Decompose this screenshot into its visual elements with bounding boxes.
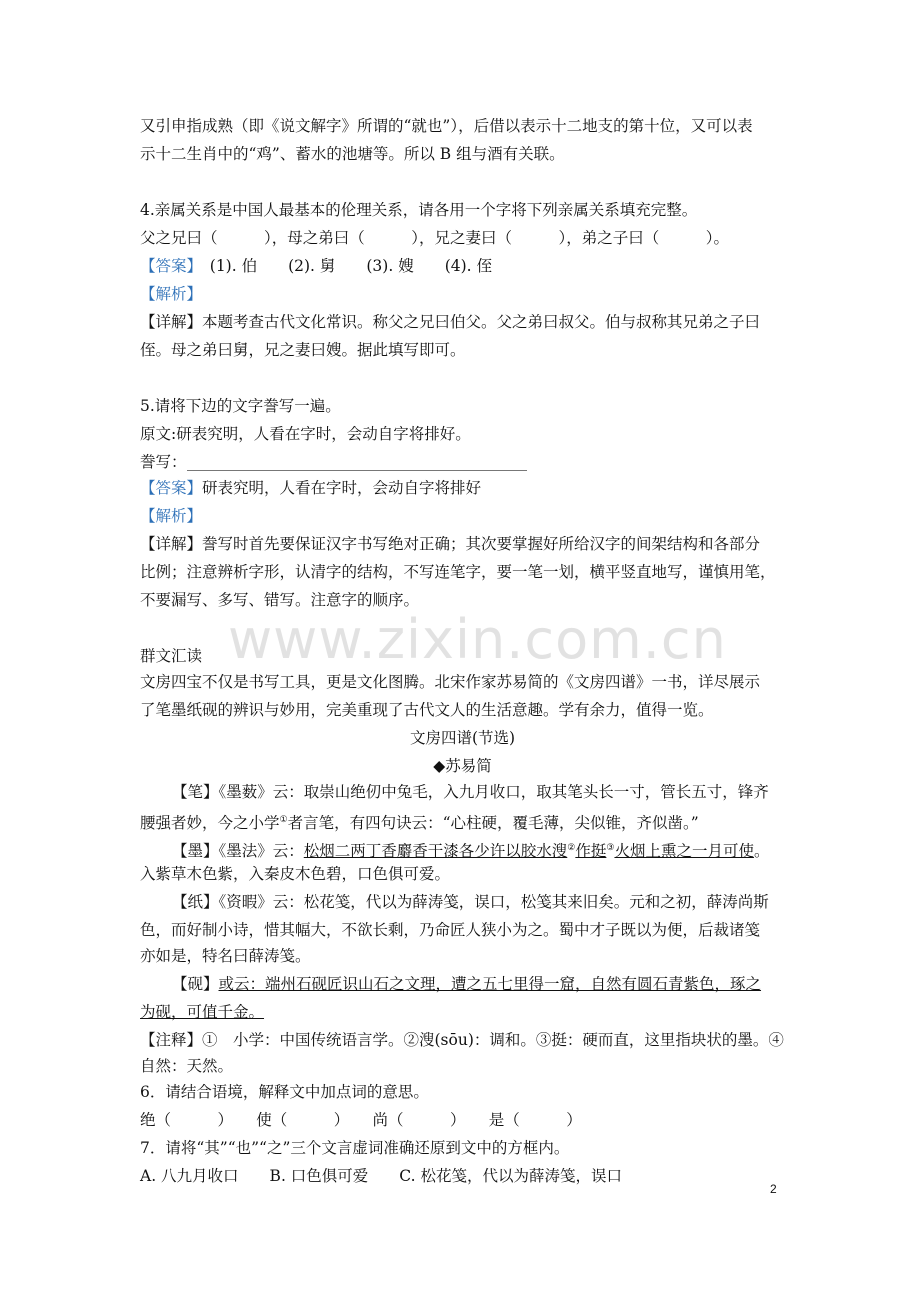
detail-tag: 【详解】	[140, 535, 203, 553]
text-span: 者言笔，有四句诀云：“心柱硬，覆毛薄，尖似锥，齐似凿。”	[287, 814, 699, 833]
question-6: 6．请结合语境，解释文中加点词的意思。	[140, 1083, 429, 1101]
answer-tag: 【答案】	[140, 479, 203, 497]
question-7-options: A. 八九月收口 B. 口色俱可爱 C. 松花笺，代以为薛涛笺，误口	[140, 1167, 622, 1185]
detail-line	[140, 534, 785, 554]
paragraph-zhi: 【纸】《资暇》云：松花笺，代以为薛涛笺，误口，松笺其来旧矣。元和之初，薛涛尚斯	[172, 893, 769, 911]
text-line: 了笔墨纸砚的辨识与妙用，完美重现了古代文人的生活意趣。学有余力，值得一览。	[140, 701, 714, 719]
answer-line	[140, 256, 785, 276]
paragraph-yan	[172, 974, 785, 994]
underlined-text: 为砚，可值千金。	[140, 1003, 265, 1021]
question-5: 5.请将下边的文字誊写一遍。	[140, 397, 341, 415]
text-line: 又引申指成熟（即《说文解字》所谓的“就也”），后借以表示十二地支的第十位，又可以表	[140, 117, 753, 135]
copy-label: 誊写：	[140, 453, 187, 471]
detail-tag: 【详解】	[140, 313, 203, 331]
page-number: 2	[770, 1182, 777, 1196]
text-line: 自然：天然。	[140, 1057, 234, 1075]
answer-text: (1). 伯 (2). 舅 (3). 嫂 (4). 侄	[194, 257, 493, 275]
article-author: ◆苏易简	[433, 757, 492, 775]
section-heading: 群文汇读	[140, 647, 203, 665]
text-line	[140, 810, 785, 833]
copy-line	[140, 452, 785, 472]
question-4-fill: 父之兄曰（ ），母之弟曰（ ），兄之妻曰（ ），弟之子曰（ ）。	[140, 229, 730, 247]
text-line: 示十二生肖中的“鸡”、蓄水的池塘等。所以 B 组与酒有关联。	[140, 145, 565, 163]
question-4: 4.亲属关系是中国人最基本的伦理关系，请各用一个字将下列亲属关系填充完整。	[140, 201, 698, 219]
watermark: www.zixin.com.cn	[228, 608, 727, 671]
underlined-text: 或云：端州石砚匠识山石之文理，遭之五七里得一窟，自然有圆石青紫色，琢之	[218, 975, 762, 993]
text-line: 亦如是，特名曰薛涛笺。	[140, 947, 311, 965]
analysis-tag: 【解析】	[140, 507, 203, 525]
text-line: 色，而好制小诗，惜其幅大，不欲长剩，乃命匠人狭小为之。蜀中才子既以为便，后裁诸笺	[140, 921, 761, 939]
paragraph-mo	[172, 838, 785, 861]
detail-text: 本题考查古代文化常识。称父之兄曰伯父。父之弟曰叔父。伯与叔称其兄弟之子曰	[202, 313, 761, 331]
text-line	[140, 1002, 785, 1022]
text-line: 比例；注意辨析字形，认清字的结构，不写连笔字，要一笔一划，横平竖直地写，谨慎用笔，	[140, 563, 776, 581]
underlined-text: 松烟二两丁香麝香干漆各少许以胶水溲	[303, 842, 568, 861]
text-span: 。	[753, 842, 770, 861]
question-5-original: 原文:研表究明，人看在字时，会动自字将排好。	[140, 425, 471, 443]
footnote-mark: ②	[567, 843, 576, 853]
notes-line: 【注释】① 小学：中国传统语言学。②溲(sōu)：调和。③挺：硬而直，这里指块状的墨。④	[140, 1031, 784, 1049]
paragraph-bi: 【笔】《墨薮》云：取崇山绝仞中兔毛，入九月收口，取其笔头长一寸，管长五寸，锋齐	[172, 783, 769, 801]
answer-line	[140, 478, 785, 498]
footnote-mark: ①	[279, 815, 288, 825]
footnote-mark: ③	[606, 843, 615, 853]
text-span: 腰强者妙，今之小学	[140, 814, 280, 833]
answer-text: 研表究明，人看在字时，会动自字将排好	[202, 479, 482, 497]
text-line: 不要漏写、多写、错写。注意字的顺序。	[140, 591, 420, 609]
question-7: 7．请将“其”“也”“之”三个文言虚词准确还原到文中的方框内。	[140, 1139, 570, 1157]
text-line: 文房四宝不仅是书写工具，更是文化图腾。北宋作家苏易简的《文房四谱》一书，详尽展示	[140, 673, 761, 691]
detail-line	[140, 312, 785, 332]
text-span: 【砚】	[172, 975, 219, 993]
detail-text: 誊写时首先要保证汉字书写绝对正确；其次要掌握好所给汉字的间架结构和各部分	[202, 535, 761, 553]
blank-line	[187, 456, 527, 471]
question-6-fill: 绝（ ） 使（ ） 尚（ ） 是（ ）	[140, 1111, 582, 1129]
underlined-text: 火烟上熏之一月可使	[614, 842, 754, 861]
answer-tag: 【答案】	[140, 257, 195, 275]
article-title: 文房四谱(节选)	[409, 729, 516, 747]
analysis-tag: 【解析】	[140, 285, 203, 303]
text-span: 【墨】《墨法》云：	[172, 842, 304, 861]
text-line: 侄。母之弟曰舅，兄之妻曰嫂。据此填写即可。	[140, 341, 466, 359]
underlined-text: 作挺	[575, 842, 607, 861]
text-line: 入紫草木色紫，入秦皮木色碧，口色俱可爱。	[140, 865, 451, 883]
